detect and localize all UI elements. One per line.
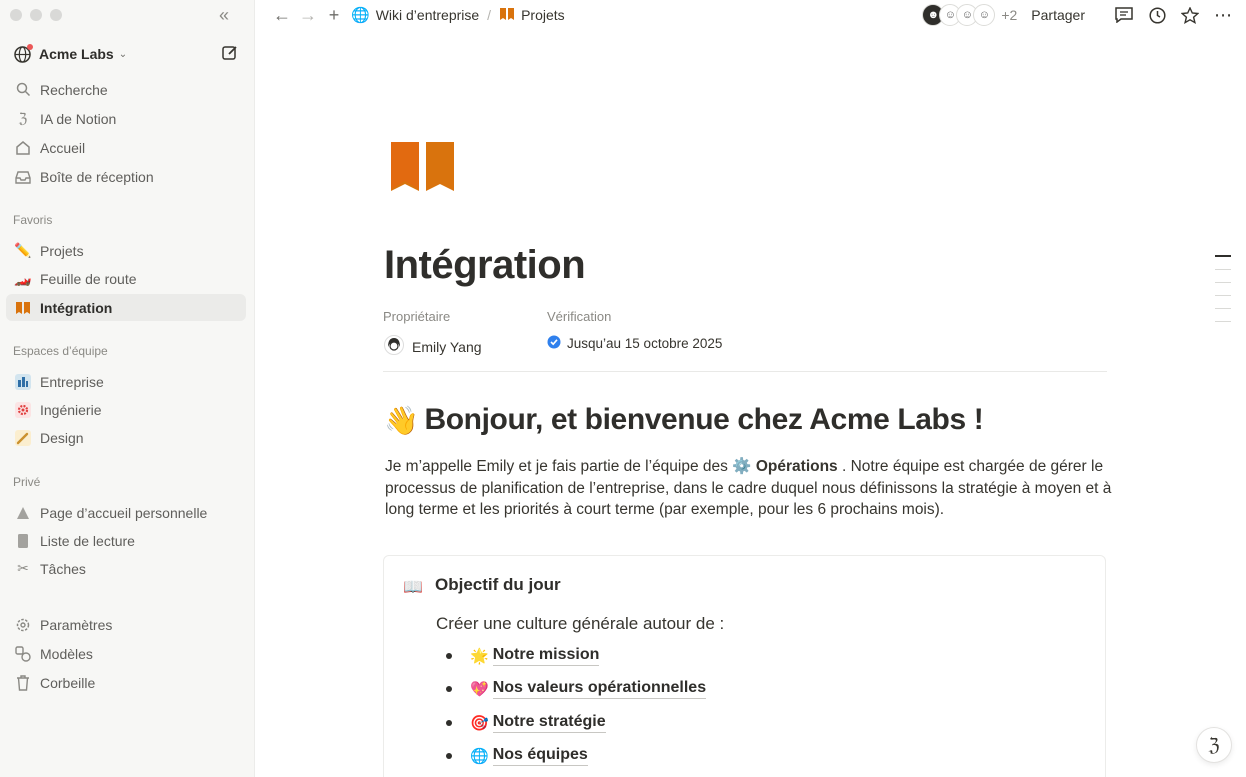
bullet-dot <box>446 686 452 692</box>
toc-line <box>1215 321 1231 322</box>
sidebar-item-label: Boîte de réception <box>40 168 154 185</box>
waving-hand-icon: 👋 <box>384 404 419 436</box>
minimize-window-button[interactable] <box>30 9 42 21</box>
sidebar-item-label: Intégration <box>40 299 113 316</box>
intro-paragraph[interactable] <box>385 456 1120 521</box>
sidebar-item-reading-list[interactable] <box>6 527 246 554</box>
comments-icon[interactable] <box>1113 4 1135 26</box>
sidebar-item-ingenierie[interactable] <box>6 396 246 423</box>
avatar: ☺ <box>939 4 961 26</box>
book-icon <box>499 7 515 24</box>
private-section-label: Privé <box>13 475 41 489</box>
sidebar-item-label: Ingénierie <box>40 401 102 418</box>
workspace-globe-icon <box>14 46 31 63</box>
toc-line <box>1215 269 1231 270</box>
welcome-heading[interactable] <box>384 403 983 437</box>
avatar: ☻ <box>922 4 944 26</box>
bullet-dot <box>446 753 452 759</box>
tasks-icon: ✂ <box>17 560 29 576</box>
open-book-icon: 📖 <box>403 579 423 596</box>
table-of-contents-minimap[interactable] <box>1215 255 1231 334</box>
book-icon <box>14 532 32 550</box>
add-icon[interactable]: + <box>328 5 340 25</box>
callout-block[interactable] <box>383 555 1106 777</box>
zoom-window-button[interactable] <box>50 9 62 21</box>
sidebar-item-tasks[interactable] <box>6 555 246 582</box>
sidebar-item-label: IA de Notion <box>40 110 117 127</box>
owner-property-label: Propriétaire <box>383 309 451 324</box>
sidebar-item-label: Entreprise <box>40 373 104 390</box>
heart-icon: 💖 <box>470 681 489 698</box>
sidebar-item-personal-home[interactable] <box>6 499 246 526</box>
page-book-icon[interactable] <box>391 141 455 193</box>
sidebar-item-label: Paramètres <box>40 616 113 633</box>
sidebar-item-search[interactable] <box>6 76 246 103</box>
toc-line <box>1215 295 1231 296</box>
intro-text-1: Je m’appelle Emily et je fais partie de l’équipe des <box>385 458 728 475</box>
welcome-heading-text: Bonjour, et bienvenue chez Acme Labs ! <box>424 403 984 436</box>
intro-text-2: . Notre équipe est chargée de gérer le processus de planification de l’entreprise, dans le cadre duquel nous définissons la stratégie à moyen et à long terme et les priorités à court terme (par exemple, pour les 6 prochains mois). <box>385 458 1112 518</box>
verification-property-value[interactable] <box>547 335 722 352</box>
topbar-actions <box>922 4 1234 26</box>
workspace-switcher[interactable] <box>14 43 127 65</box>
sidebar-item-label: Design <box>40 429 84 446</box>
pencil-icon: ✏️ <box>14 242 32 258</box>
sidebar-item-projets[interactable] <box>6 237 246 264</box>
sidebar-item-label: Tâches <box>40 560 86 577</box>
personal-home-icon <box>14 504 32 522</box>
owner-property-value[interactable] <box>384 335 482 358</box>
list-item[interactable] <box>446 713 606 733</box>
teams-link[interactable]: Nos équipes <box>493 746 588 766</box>
breadcrumb <box>351 6 565 24</box>
toc-line <box>1215 308 1231 309</box>
search-icon <box>14 81 32 99</box>
templates-icon <box>14 645 32 663</box>
back-arrow-icon[interactable]: ← <box>273 5 291 25</box>
target-icon: 🎯 <box>470 715 489 732</box>
building-icon <box>14 373 32 391</box>
bullet-dot <box>446 720 452 726</box>
paintbrush-icon <box>14 429 32 447</box>
page-title[interactable]: Intégration <box>384 243 586 287</box>
sidebar-item-label: Corbeille <box>40 674 96 691</box>
history-clock-icon[interactable] <box>1146 4 1168 26</box>
sidebar-item-notion-ai[interactable] <box>6 105 246 132</box>
owner-name: Emily Yang <box>412 338 482 355</box>
sidebar <box>0 0 255 777</box>
sidebar-item-design[interactable] <box>6 424 246 451</box>
sidebar-item-settings[interactable] <box>6 611 246 638</box>
sidebar-item-templates[interactable] <box>6 640 246 667</box>
notification-dot <box>27 44 33 50</box>
teamspaces-section-label: Espaces d’équipe <box>13 344 108 358</box>
home-icon <box>14 139 32 157</box>
callout-text: Créer une culture générale autour de : <box>436 614 725 633</box>
mission-link[interactable]: Notre mission <box>493 646 600 666</box>
toc-line <box>1215 282 1231 283</box>
list-item[interactable] <box>446 679 706 699</box>
notion-ai-icon: ℨ <box>1208 734 1220 755</box>
avatar <box>384 335 404 358</box>
new-page-icon[interactable] <box>221 44 239 62</box>
collapse-sidebar-icon[interactable]: « <box>219 5 230 25</box>
globe-icon: 🌐 <box>351 7 370 24</box>
notion-ai-button[interactable] <box>1196 727 1232 763</box>
sidebar-item-label: Projets <box>40 242 84 259</box>
sidebar-item-label: Modèles <box>40 645 93 662</box>
more-options-icon[interactable]: ⋯ <box>1214 4 1232 25</box>
verified-check-icon <box>547 335 561 352</box>
sidebar-item-label: Liste de lecture <box>40 532 135 549</box>
inbox-icon <box>14 168 32 186</box>
sidebar-item-trash[interactable] <box>6 669 246 696</box>
operations-link[interactable]: Opérations <box>755 458 838 475</box>
sidebar-item-integration[interactable] <box>6 294 246 321</box>
list-item[interactable] <box>446 746 588 766</box>
strategy-link[interactable]: Notre stratégie <box>493 713 606 733</box>
avatar: ☺ <box>973 4 995 26</box>
globe-icon: 🌐 <box>470 748 489 765</box>
chevron-down-icon: ⌄ <box>118 48 128 60</box>
breadcrumb-projets[interactable]: Projets <box>521 7 565 23</box>
collaborator-avatars[interactable] <box>922 4 995 26</box>
share-button[interactable]: Partager <box>1031 7 1085 23</box>
toc-line <box>1215 255 1231 257</box>
sidebar-item-label: Page d’accueil personnelle <box>40 504 208 521</box>
sidebar-item-entreprise[interactable] <box>6 368 246 395</box>
workspace-name: Acme Labs <box>39 46 114 62</box>
sidebar-item-home[interactable] <box>6 134 246 161</box>
sidebar-item-label: Recherche <box>40 81 108 98</box>
window-controls <box>10 9 62 21</box>
favorites-section-label: Favoris <box>13 213 53 227</box>
breadcrumb-wiki[interactable]: Wiki d’entreprise <box>375 7 480 23</box>
avatar: ☺ <box>956 4 978 26</box>
gear-icon <box>14 401 32 419</box>
breadcrumb-separator: / <box>487 7 492 23</box>
verification-date: Jusqu’au 15 octobre 2025 <box>567 336 723 351</box>
verification-property-label: Vérification <box>547 309 612 324</box>
gear-icon <box>14 616 32 634</box>
divider <box>383 371 1107 372</box>
close-window-button[interactable] <box>10 9 22 21</box>
trash-icon <box>14 674 32 692</box>
notion-ai-icon: ℨ <box>18 110 28 126</box>
history-nav <box>273 5 343 25</box>
race-car-icon: 🏎️ <box>14 270 32 286</box>
callout-title: Objectif du jour <box>435 575 561 594</box>
sidebar-item-label: Feuille de route <box>40 270 137 287</box>
bullet-dot <box>446 653 452 659</box>
sun-icon: 🌟 <box>470 648 489 665</box>
star-icon[interactable] <box>1179 4 1201 26</box>
sidebar-item-inbox[interactable] <box>6 163 246 190</box>
values-link[interactable]: Nos valeurs opérationnelles <box>493 679 706 699</box>
sidebar-item-label: Accueil <box>40 139 86 156</box>
gear-icon: ⚙️ <box>732 458 752 475</box>
more-collaborators-count[interactable]: +2 <box>1001 7 1018 23</box>
book-icon <box>14 299 32 317</box>
sidebar-item-roadmap[interactable] <box>6 265 246 292</box>
forward-arrow-icon[interactable]: → <box>299 5 317 25</box>
topbar <box>256 0 1246 30</box>
list-item[interactable] <box>446 646 599 666</box>
